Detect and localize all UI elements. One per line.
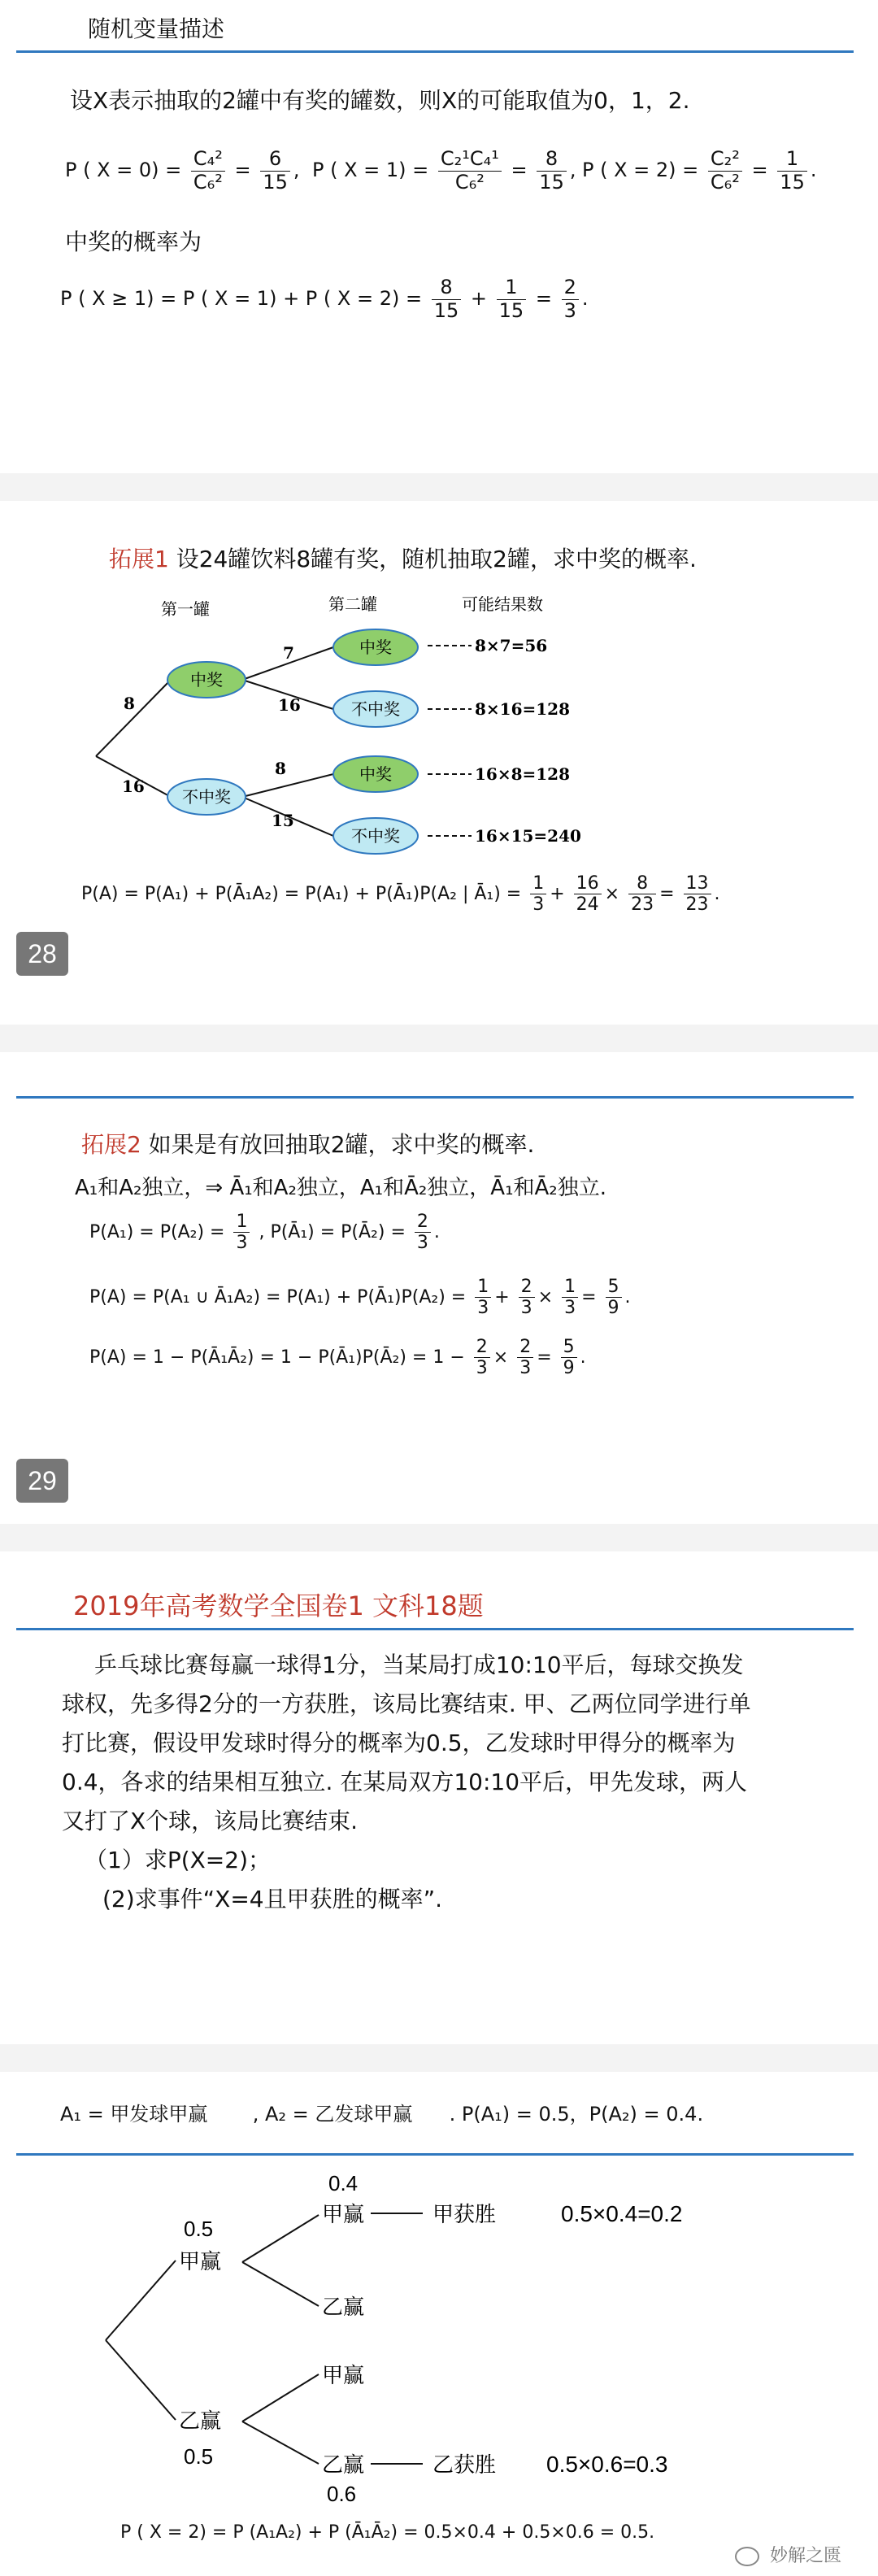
ext2-tag: 拓展2 bbox=[81, 1131, 141, 1158]
exam-question-1: （1）求P(X=2)； bbox=[85, 1847, 272, 1873]
prob-yi-bottom: 0.5 bbox=[184, 2444, 214, 2469]
svg-text:中奖: 中奖 bbox=[359, 637, 392, 657]
ext1-question bbox=[109, 542, 697, 574]
slide-exam-question bbox=[0, 1551, 878, 2044]
svg-text:不中奖: 不中奖 bbox=[351, 699, 400, 719]
prob-06: 0.6 bbox=[327, 2482, 357, 2506]
slide-extension-1 bbox=[0, 501, 878, 1025]
ext1-tag: 拓展1 bbox=[109, 546, 169, 572]
result-1: 8×7=56 bbox=[475, 636, 548, 655]
p-x2-formula: P ( X = 2) = $\frac{\text{C₂²}}{\text{C₆²}}$ = $\frac{1}{15}$ . bbox=[582, 147, 817, 194]
result-jia-wins: 甲获胜 bbox=[432, 2203, 497, 2227]
exam-body-1: 乒乓球比赛每赢一球得1分，当某局打成10:10平后，每球交换发 bbox=[94, 1651, 744, 1678]
p-x1-formula: P ( X = 1) = $\frac{\text{C₂¹C₄¹}}{\text{C₆²}}$ = $\frac{8}{15}$ , bbox=[312, 147, 576, 194]
tree-diagram-2 bbox=[0, 2161, 878, 2511]
prob-04: 0.4 bbox=[328, 2171, 359, 2195]
watermark: 妙解之匮 bbox=[735, 2542, 841, 2567]
page-number-29: 29 bbox=[16, 1459, 68, 1503]
result-yi-wins: 乙获胜 bbox=[432, 2453, 497, 2478]
col-results: 可能结果数 bbox=[462, 594, 543, 614]
exam-title: 2019年高考数学全国卷1 文科18题 bbox=[73, 1590, 484, 1621]
svg-text:不中奖: 不中奖 bbox=[351, 826, 400, 846]
slide-random-variable bbox=[0, 0, 878, 473]
weight-a1: 7 bbox=[283, 643, 294, 663]
ext2-line-2: P(A) = P(A₁ ∪ Ā₁A₂) = P(A₁) + P(Ā₁)P(A₂) = $\frac{1}{3}$ + $\frac{2}{3}$ × $\frac{1}{3}$ = $\frac{5}{9}$ . bbox=[89, 1277, 631, 1319]
node-jia-win: 甲赢 bbox=[179, 2250, 222, 2274]
calc-1: 0.5×0.4=0.2 bbox=[561, 2201, 683, 2226]
slide-solution bbox=[0, 2072, 878, 2576]
weight-bottom: 16 bbox=[122, 777, 145, 796]
exam-body-5: 又打了X个球，该局比赛结束. bbox=[62, 1808, 359, 1834]
calc-2: 0.5×0.6=0.3 bbox=[546, 2452, 668, 2477]
branch-4: 乙赢 bbox=[322, 2453, 365, 2478]
col-first-can: 第一罐 bbox=[161, 599, 210, 619]
weight-b2: 15 bbox=[272, 811, 294, 830]
exam-body-2: 球权，先多得2分的一方获胜，该局比赛结束. 甲、乙两位同学进行单 bbox=[62, 1690, 751, 1717]
ext2-question bbox=[81, 1127, 534, 1160]
branch-2: 乙赢 bbox=[322, 2295, 365, 2320]
slide4-divider bbox=[16, 1628, 854, 1630]
final-formula: P ( X = 2) = P (A₁A₂) + P (Ā₁Ā₂) = 0.5×0.4 + 0.5×0.6 = 0.5. bbox=[120, 2522, 655, 2543]
prob-jia-top: 0.5 bbox=[184, 2217, 214, 2241]
branch-3: 甲赢 bbox=[322, 2364, 365, 2388]
slide1-heading: 随机变量描述 bbox=[88, 15, 225, 42]
slide-extension-2 bbox=[0, 1052, 878, 1524]
tree-diagram-1 bbox=[0, 579, 878, 904]
ext2-line-3: P(A) = 1 − P(Ā₁Ā₂) = 1 − P(Ā₁)P(Ā₂) = 1 − $\frac{2}{3}$ × $\frac{2}{3}$ = $\frac{5}{9}$ . bbox=[89, 1337, 586, 1379]
ext2-question-text: 如果是有放回抽取2罐，求中奖的概率. bbox=[148, 1131, 535, 1158]
svg-text:中奖: 中奖 bbox=[359, 764, 392, 784]
node-yi-win: 乙赢 bbox=[179, 2409, 222, 2434]
page-number-28: 28 bbox=[16, 932, 68, 976]
independence-statement: A₁和A₂独立，⇒ Ā₁和A₂独立，A₁和Ā₂独立，Ā₁和Ā₂独立. bbox=[75, 1176, 606, 1200]
weight-a2: 16 bbox=[278, 695, 301, 715]
wechat-icon bbox=[735, 2547, 759, 2566]
svg-text:中奖: 中奖 bbox=[190, 670, 223, 690]
exam-body-3: 打比赛，假设甲发球时得分的概率为0.5，乙发球时甲得分的概率为 bbox=[62, 1730, 736, 1756]
slide1-divider bbox=[16, 50, 854, 53]
slide5-divider bbox=[16, 2153, 854, 2156]
svg-text:不中奖: 不中奖 bbox=[182, 787, 231, 807]
win-prob-formula: P ( X ≥ 1) = P ( X = 1) + P ( X = 2) = $\frac{8}{15}$ + $\frac{1}{15}$ = $\frac{2}{3}$ . bbox=[60, 276, 589, 322]
win-prob-label: 中奖的概率为 bbox=[65, 228, 202, 255]
exam-body-4: 0.4，各求的结果相互独立. 在某局双方10:10平后，甲先发球，两人 bbox=[62, 1769, 748, 1795]
exam-question-2: (2)求事件“X=4且甲获胜的概率”. bbox=[102, 1886, 443, 1912]
col-second-can: 第二罐 bbox=[328, 594, 377, 614]
branch-1: 甲赢 bbox=[322, 2203, 365, 2227]
ext1-question-text: 设24罐饮料8罐有奖，随机抽取2罐，求中奖的概率. bbox=[176, 546, 697, 572]
result-3: 16×8=128 bbox=[475, 764, 571, 784]
slide3-divider bbox=[16, 1096, 854, 1099]
event-definitions: A₁ = 甲发球甲赢 , A₂ = 乙发球甲赢 . P(A₁) = 0.5，P(A₂) = 0.4. bbox=[60, 2103, 704, 2126]
p-x0-formula: P ( X = 0) = $\frac{\text{C₄²}}{\text{C₆²}}$ = $\frac{6}{15}$ , bbox=[65, 147, 300, 194]
slide1-intro: 设X表示抽取的2罐中有奖的罐数，则X的可能取值为0，1，2. bbox=[70, 87, 690, 114]
result-4: 16×15=240 bbox=[475, 826, 581, 846]
weight-b1: 8 bbox=[275, 759, 286, 778]
weight-top: 8 bbox=[124, 694, 135, 713]
ext1-formula: P(A) = P(A₁) + P(Ā₁A₂) = P(A₁) + P(Ā₁)P(A₂ | Ā₁) = $\frac{1}{3}$ + $\frac{16}{24}$ × $\frac{8}{23}$ = $\frac{13}{23}$ . bbox=[81, 873, 720, 916]
result-2: 8×16=128 bbox=[475, 699, 571, 719]
ext2-line-1: P(A₁) = P(A₂) = $\frac{1}{3}$ , P(Ā₁) = P(Ā₂) = $\frac{2}{3}$ . bbox=[89, 1212, 440, 1254]
